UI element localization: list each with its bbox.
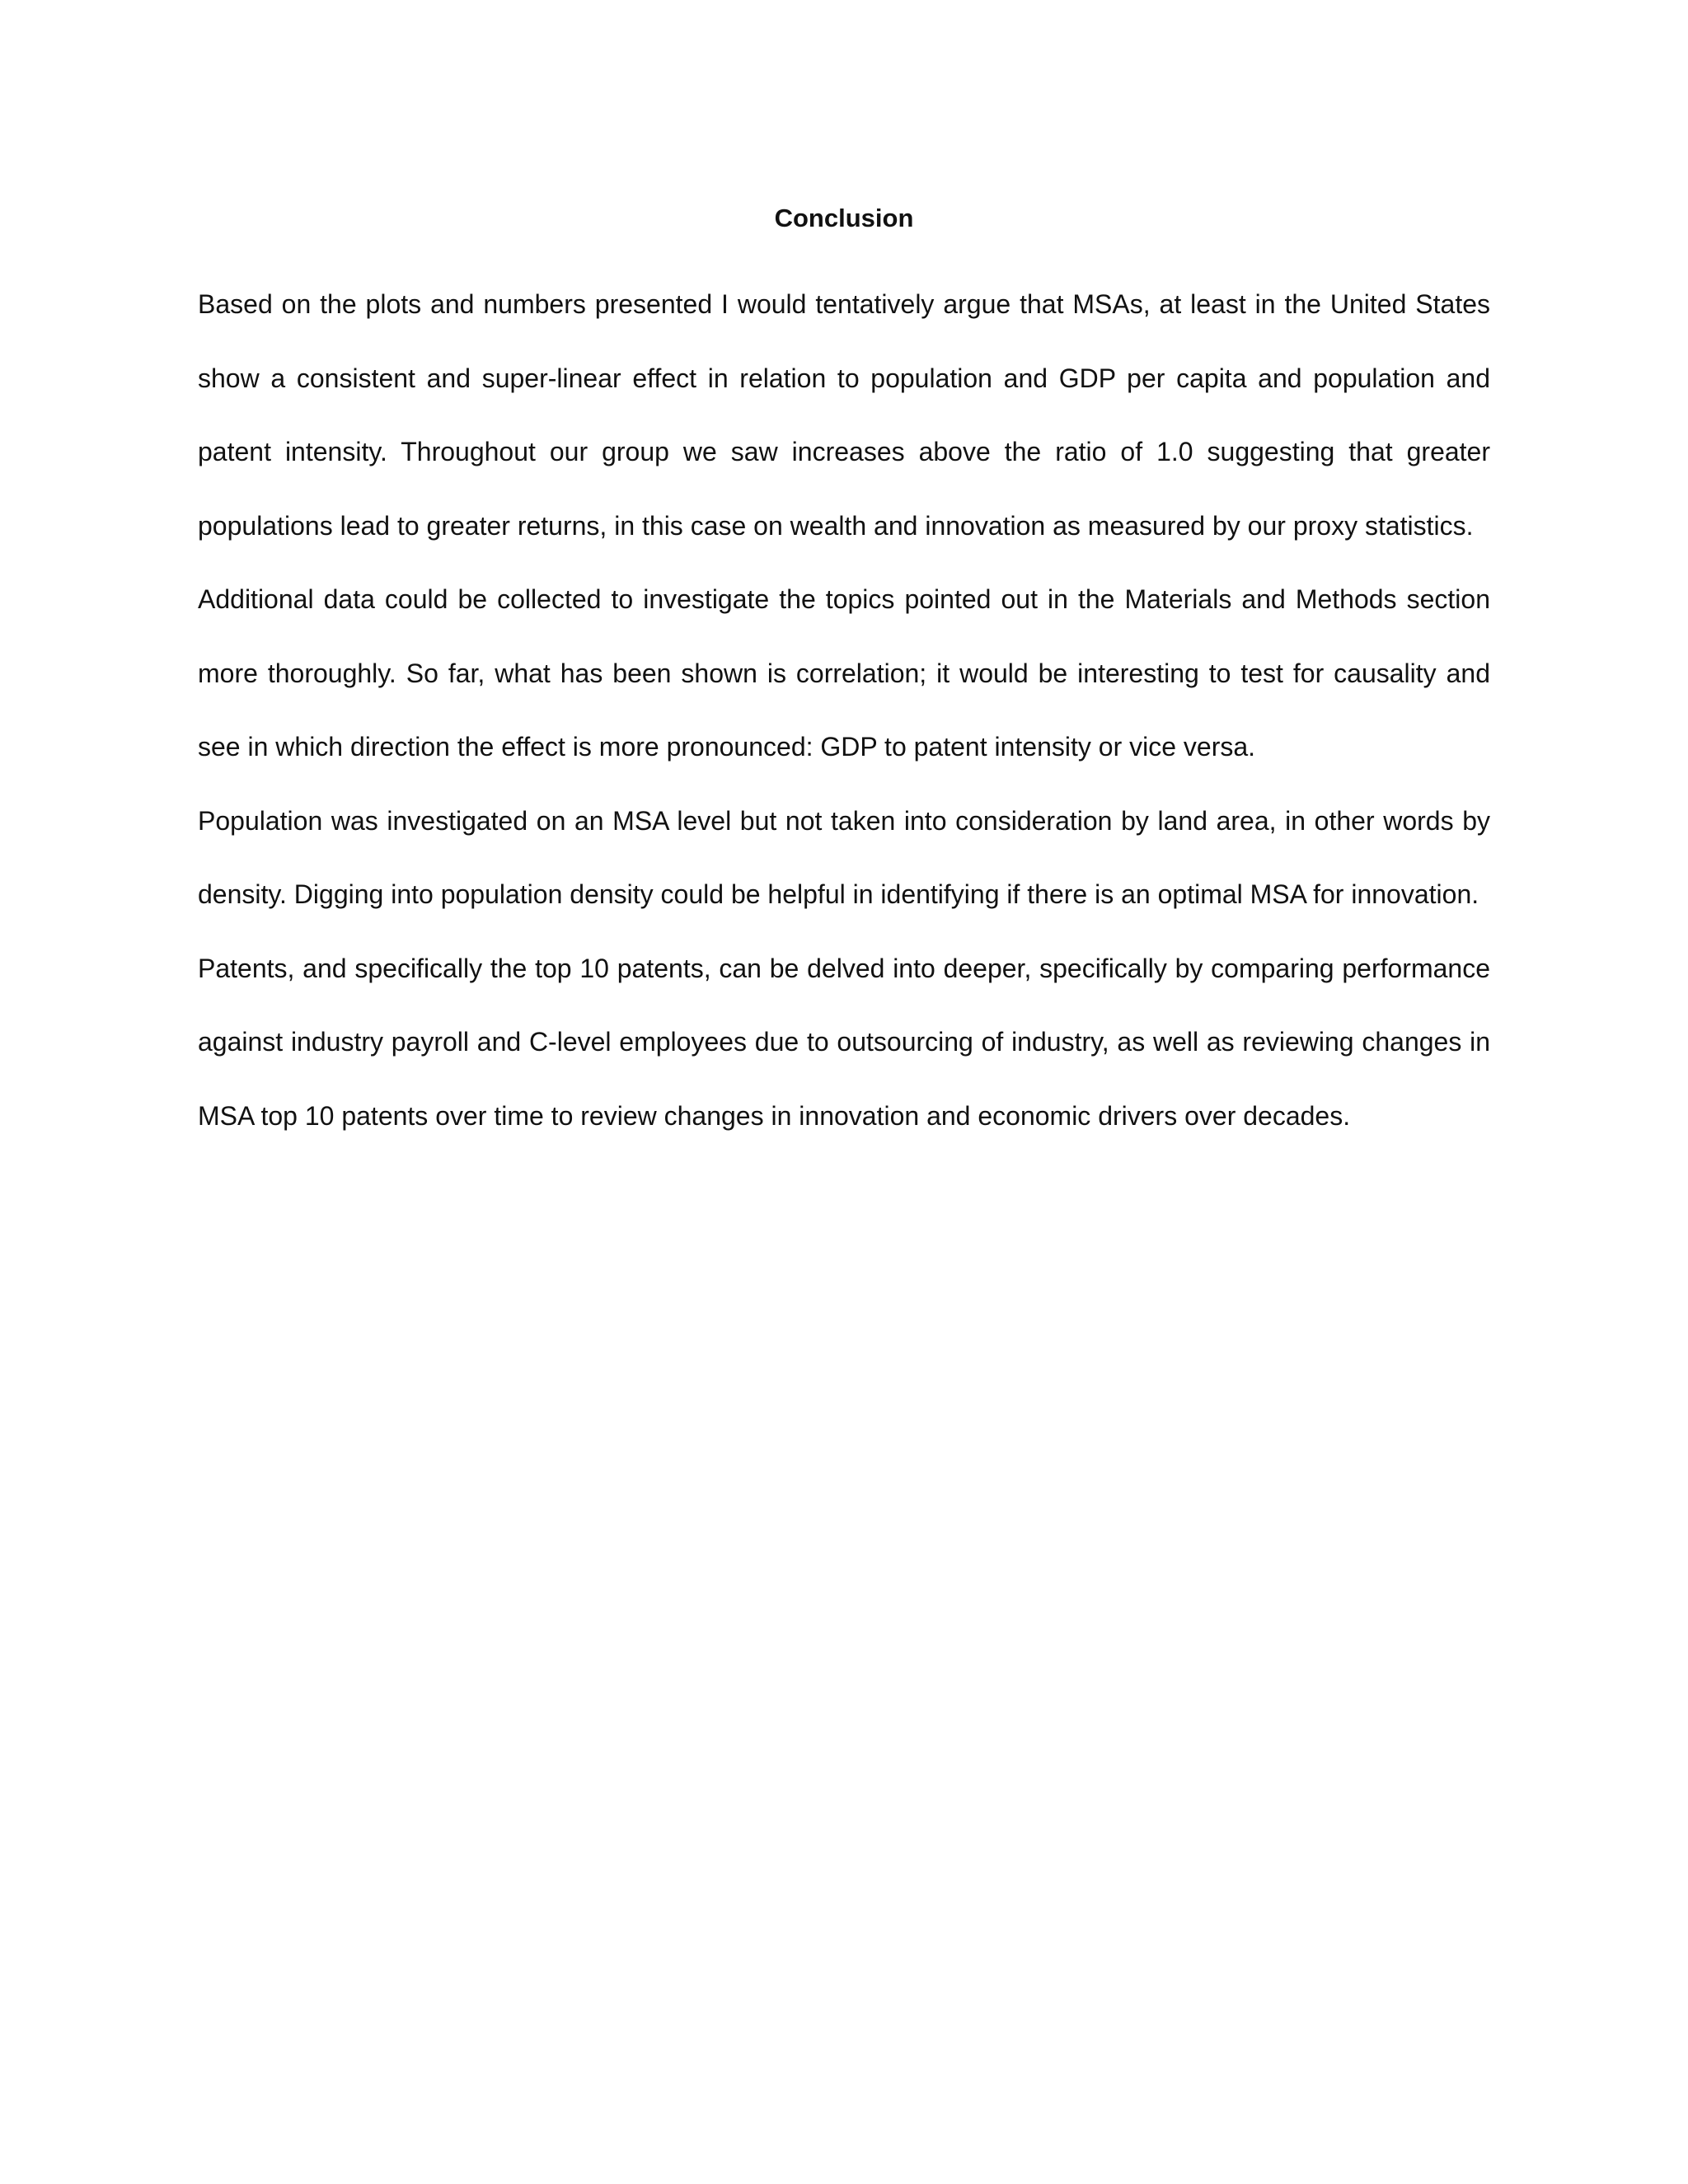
page-title: Conclusion: [774, 204, 914, 232]
paragraph-patents: Patents, and specifically the top 10 patents, can be delved into deeper, specifically by comparing performance against industry payroll and C-level employees due to outsourcing of industry, as well as reviewing changes in MSA top 10 patents over time to review changes in innovation and economic drivers over decades.: [198, 953, 1490, 1131]
paragraph-population-density: Population was investigated on an MSA level but not taken into consideration by land area, in other words by density. Digging into population density could be helpful in identifying if there is an optimal MSA for innovation.: [198, 805, 1490, 909]
paragraph-conclusion-summary: Based on the plots and numbers presented I would tentatively argue that MSAs, at least in the United States show a consistent and super-linear effect in relation to population and GDP per capita and population and patent intensity. Throughout our group we saw increases above the ratio of 1.0 suggesting that greater populations lead to greater returns, in this case on wealth and innovation as measured by our proxy statistics.: [198, 289, 1490, 541]
paragraph-additional-data: Additional data could be collected to investigate the topics pointed out in the Materials and Methods section more thoroughly. So far, what has been shown is correlation; it would be interesting to test for causality and see in which direction the effect is more pronounced: GDP to patent intensity or vice versa.: [198, 584, 1490, 762]
document-page: [198, 194, 1490, 1153]
